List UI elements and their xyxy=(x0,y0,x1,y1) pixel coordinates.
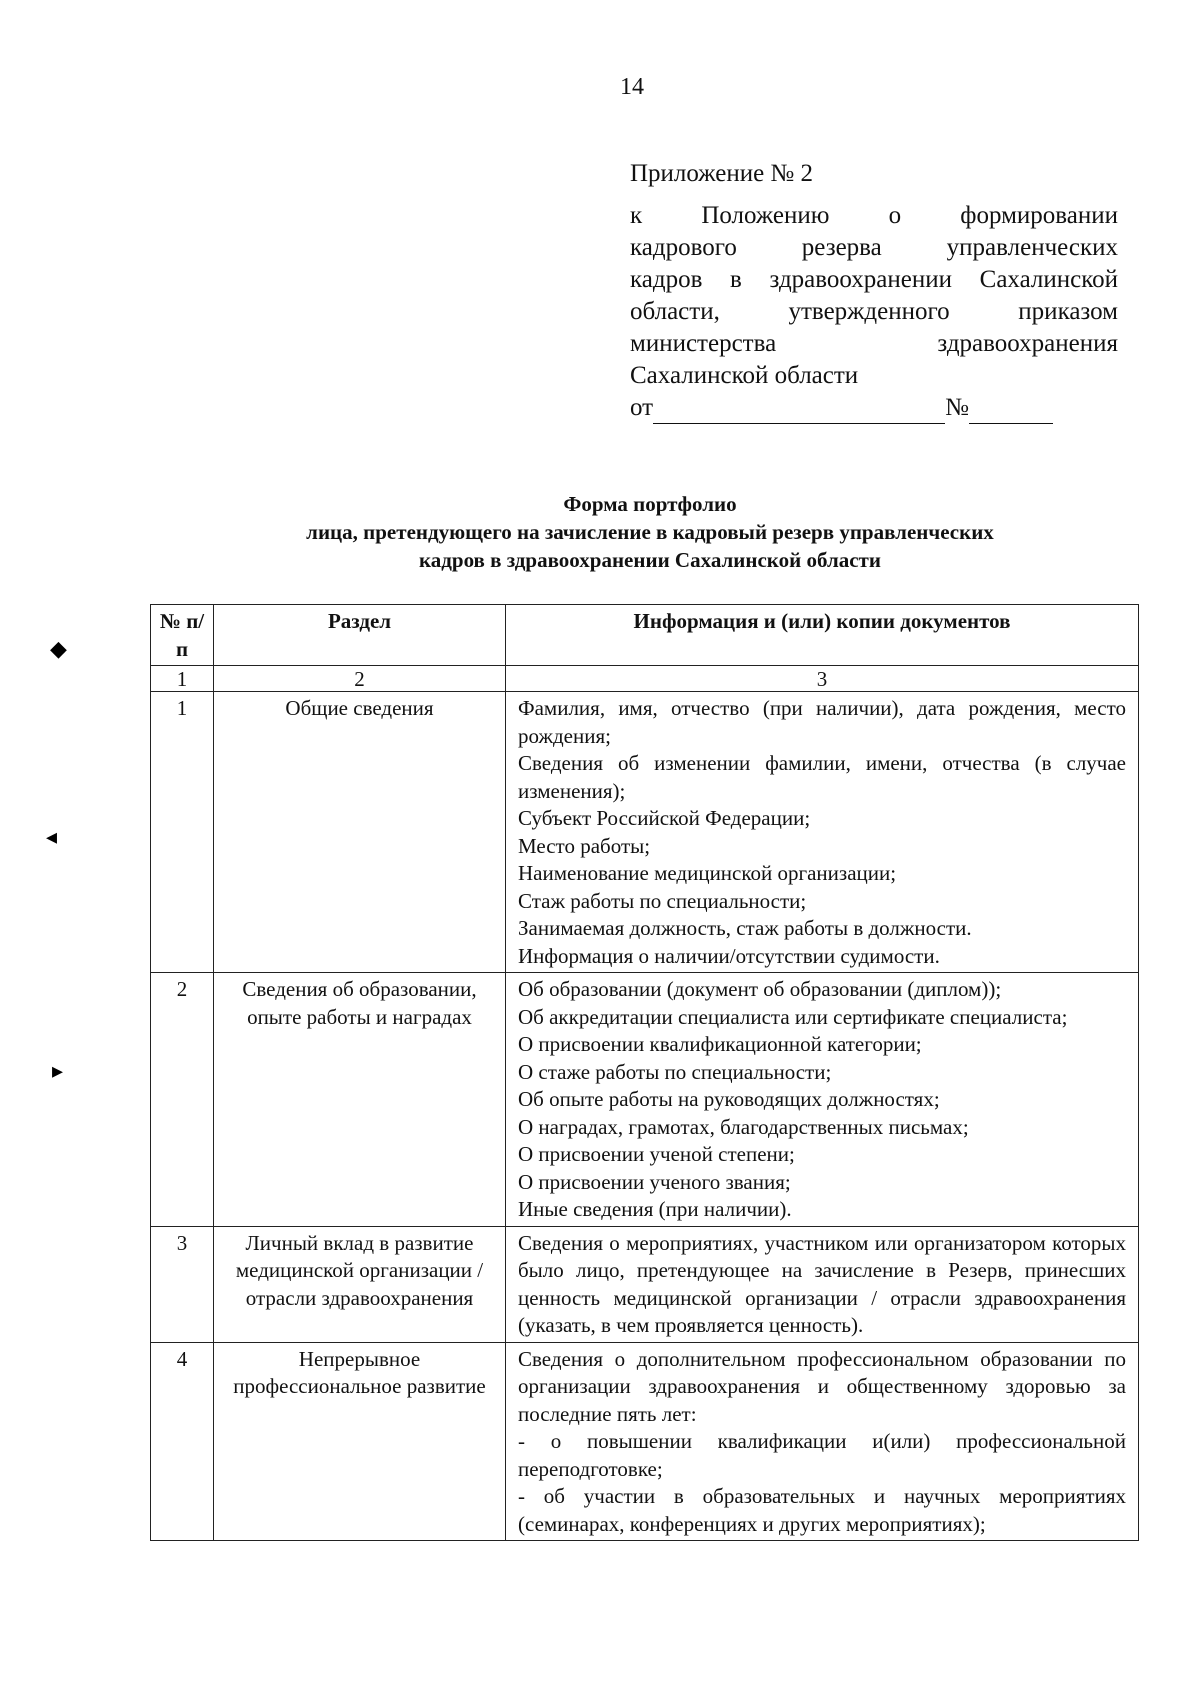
row-number: 2 xyxy=(151,973,214,1227)
appendix-line: кадров в здравоохранении Сахалинской xyxy=(630,266,1118,293)
info-line: Информация о наличии/отсутствии судимости. xyxy=(518,943,940,968)
punch-mark: ◆ xyxy=(50,636,67,661)
info-line: Наименование медицинской организации; xyxy=(518,861,897,885)
row-info xyxy=(506,973,1139,1227)
info-line: Место работы; xyxy=(518,833,651,858)
header-section: Раздел xyxy=(214,605,506,666)
page-number: 14 xyxy=(620,74,644,100)
column-index: 1 xyxy=(151,666,214,692)
info-line: Сведения о мероприятиях, участником или организатором которых было лицо, претендующее на зачисление в Резерв, принесших ценность медицинской организации / отрасли здравоохранения (указать, в чем проявляется ценность). xyxy=(518,1230,1126,1337)
appendix-line: министерства здравоохранения xyxy=(630,330,1118,357)
appendix-title: Приложение № 2 xyxy=(630,160,814,187)
row-number: 3 xyxy=(151,1226,214,1342)
header-info: Информация и (или) копии документов xyxy=(506,605,1139,666)
form-title-line: кадров в здравоохранении Сахалинской области xyxy=(419,548,881,572)
table-row xyxy=(151,1226,1139,1342)
table-row xyxy=(151,973,1139,1227)
row-info xyxy=(506,1342,1139,1541)
appendix-block xyxy=(630,158,1118,424)
date-blank xyxy=(653,397,945,424)
table-row xyxy=(151,1342,1139,1541)
info-line: Субъект Российской Федерации; xyxy=(518,806,811,830)
appendix-line: области, утвержденного приказом xyxy=(630,298,1118,325)
column-index-row xyxy=(151,666,1139,692)
row-section: Сведения об образовании, опыте работы и наградах xyxy=(214,973,506,1227)
info-line: Фамилия, имя, отчество (при наличии), дата рождения, место рождения; xyxy=(518,696,1126,748)
number-label: № xyxy=(945,394,969,421)
header-num: № п/п xyxy=(151,605,214,666)
row-number: 4 xyxy=(151,1342,214,1541)
row-section: Личный вклад в развитие медицинской организации / отрасли здравоохранения xyxy=(214,1226,506,1342)
info-line: Об опыте работы на руководящих должностях; xyxy=(518,1087,940,1111)
info-line: О присвоении ученой степени; xyxy=(518,1142,795,1166)
punch-mark: ◂ xyxy=(46,824,58,849)
punch-mark: ▸ xyxy=(52,1058,64,1083)
row-info xyxy=(506,692,1139,973)
row-number: 1 xyxy=(151,692,214,973)
date-number-line xyxy=(630,392,1118,424)
info-line: О присвоении ученого звания; xyxy=(518,1169,791,1194)
row-info xyxy=(506,1226,1139,1342)
info-line: Занимаемая должность, стаж работы в должности. xyxy=(518,916,972,940)
info-line: Об образовании (документ об образовании (диплом)); xyxy=(518,977,1002,1001)
table-header-row xyxy=(151,605,1139,666)
row-section: Непрерывное профессиональное развитие xyxy=(214,1342,506,1541)
info-line: Сведения об изменении фамилии, имени, отчества (в случае изменения); xyxy=(518,751,1126,803)
portfolio-table xyxy=(150,604,1139,1541)
column-index: 3 xyxy=(506,666,1139,692)
appendix-line: к Положению о формировании xyxy=(630,202,1118,229)
info-line: О стаже работы по специальности; xyxy=(518,1059,832,1084)
info-line: Сведения о дополнительном профессиональном образовании по организации здравоохранения и общественному здоровью за последние пять лет: xyxy=(518,1346,1126,1426)
info-line: О присвоении квалификационной категории; xyxy=(518,1032,922,1056)
form-title-line: лица, претендующего на зачисление в кадровый резерв управленческих xyxy=(306,520,994,544)
column-index: 2 xyxy=(214,666,506,692)
info-line: - о повышении квалификации и(или) профессиональной переподготовке; xyxy=(518,1429,1126,1481)
form-title xyxy=(150,490,1150,574)
appendix-line: Сахалинской области xyxy=(630,362,859,389)
info-line: - об участии в образовательных и научных мероприятиях (семинарах, конференциях и других мероприятиях); xyxy=(518,1484,1126,1536)
from-label: от xyxy=(630,394,654,421)
info-line: О наградах, грамотах, благодарственных письмах; xyxy=(518,1114,969,1139)
appendix-line: кадрового резерва управленческих xyxy=(630,234,1118,261)
info-line: Стаж работы по специальности; xyxy=(518,888,807,913)
row-section: Общие сведения xyxy=(214,692,506,973)
info-line: Иные сведения (при наличии). xyxy=(518,1197,792,1221)
table-row xyxy=(151,692,1139,973)
info-line: Об аккредитации специалиста или сертификате специалиста; xyxy=(518,1004,1068,1029)
number-blank xyxy=(969,397,1053,424)
form-title-line: Форма портфолио xyxy=(563,492,737,516)
